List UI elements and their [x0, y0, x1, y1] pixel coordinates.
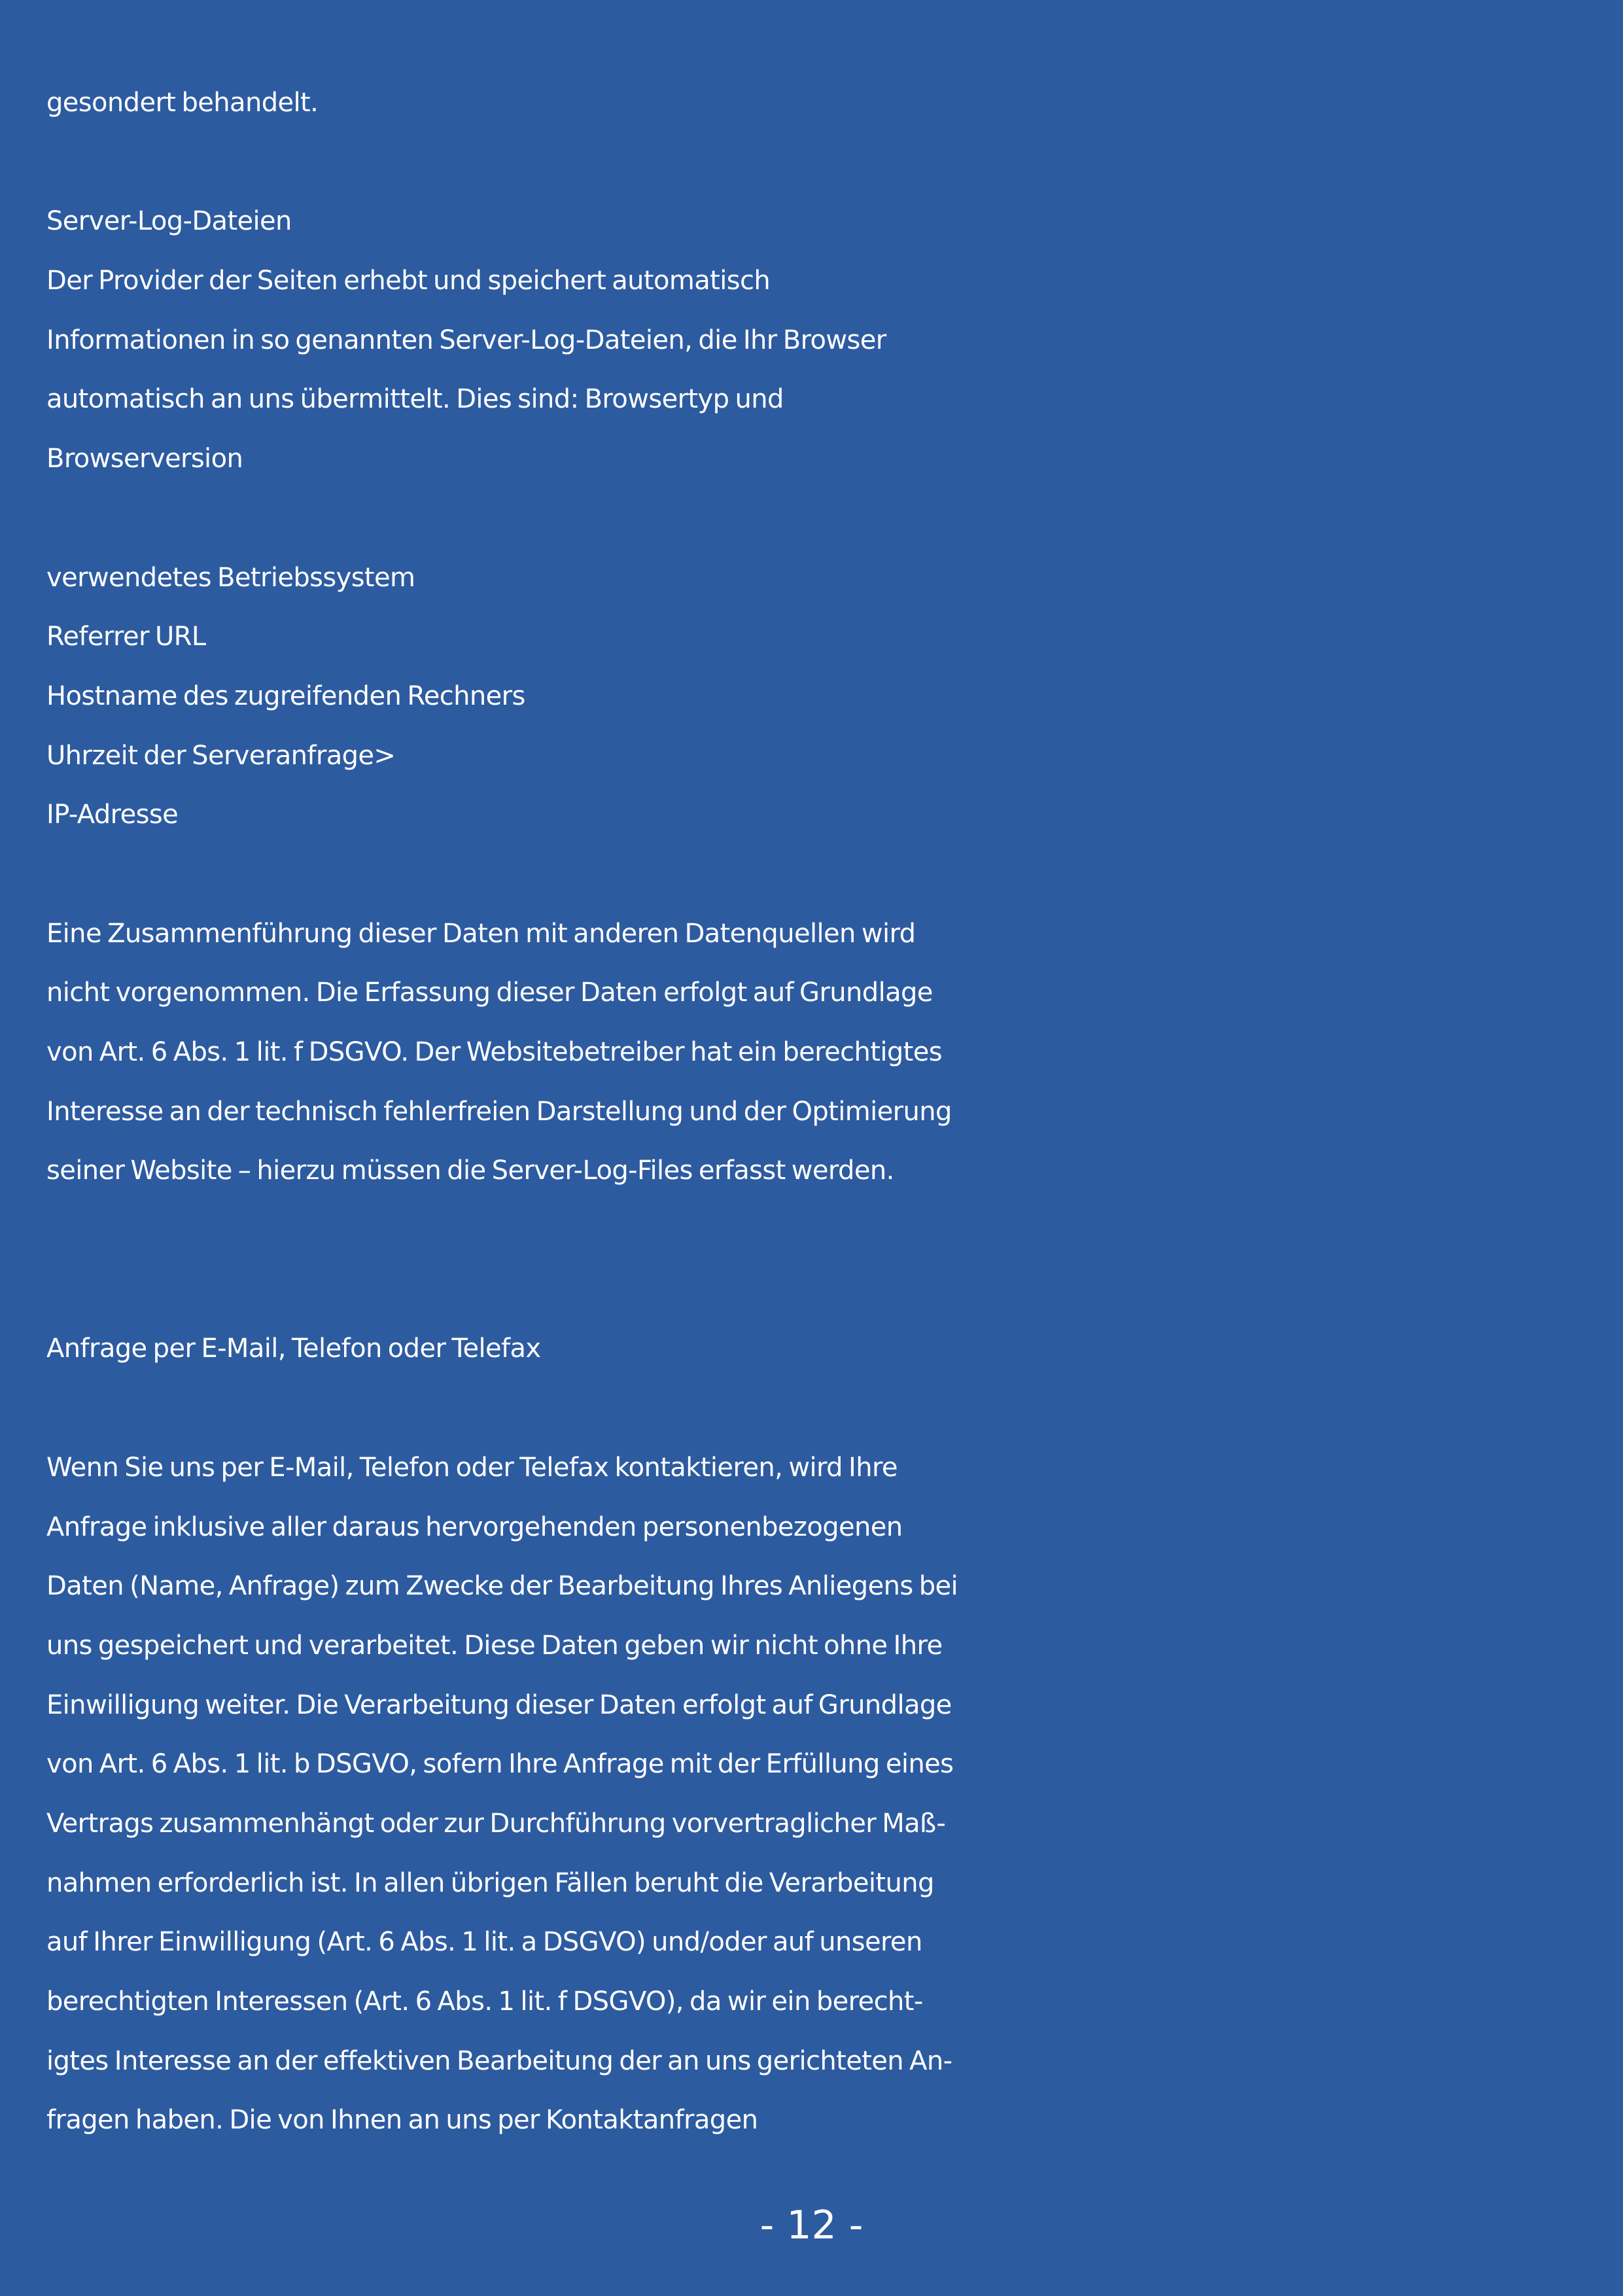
- text-line: Einwilligung weiter. Die Verarbeitung dieser Daten erfolgt auf Grundlage: [46, 1689, 952, 1720]
- text-line: igtes Interesse an der effektiven Bearbeitung der an uns gerichteten An-: [46, 2045, 952, 2076]
- text-line: Anfrage inklusive aller daraus hervorgehenden personenbezogenen: [46, 1511, 903, 1542]
- section-heading-server-logs: Server-Log-Dateien: [46, 206, 292, 237]
- blank-line: [46, 133, 1590, 192]
- list-item: Referrer URL: [46, 622, 206, 652]
- text-line: Vertrags zusammenhängt oder zur Durchführung vorvertraglicher Maß-: [46, 1808, 946, 1839]
- blank-line: [46, 1260, 1590, 1320]
- text-line: berechtigten Interessen (Art. 6 Abs. 1 lit. f DSGVO), da wir ein berecht-: [46, 1987, 923, 2017]
- list-item: Uhrzeit der Serveranfrage>: [46, 740, 396, 771]
- text-line: von Art. 6 Abs. 1 lit. b DSGVO, sofern Ihre Anfrage mit der Erfüllung eines: [46, 1749, 954, 1780]
- text-line: Informationen in so genannten Server-Log-Dateien, die Ihr Browser: [46, 325, 886, 355]
- page-number: - 12 -: [759, 2202, 864, 2248]
- text-line: Der Provider der Seiten erhebt und speichert automatisch: [46, 266, 771, 296]
- text-line: von Art. 6 Abs. 1 lit. f DSGVO. Der Websitebetreiber hat ein berechtigtes: [46, 1037, 943, 1067]
- blank-line: [46, 845, 1590, 904]
- text-line: seiner Website – hierzu müssen die Server-Log-Files erfasst werden.: [46, 1156, 894, 1186]
- text-line: fragen haben. Die von Ihnen an uns per Kontaktanfragen: [46, 2105, 758, 2136]
- text-line: uns gespeichert und verarbeitet. Diese Daten geben wir nicht ohne Ihre: [46, 1630, 943, 1661]
- text-line: gesondert behandelt.: [46, 88, 319, 118]
- document-body: [46, 73, 1590, 2150]
- text-line: Browserversion: [46, 444, 243, 474]
- text-line: Eine Zusammenführung dieser Daten mit anderen Datenquellen wird: [46, 918, 916, 949]
- text-line: Daten (Name, Anfrage) zum Zwecke der Bearbeitung Ihres Anliegens bei: [46, 1571, 958, 1602]
- text-line: auf Ihrer Einwilligung (Art. 6 Abs. 1 lit. a DSGVO) und/oder auf unseren: [46, 1927, 922, 1958]
- blank-line: [46, 1379, 1590, 1438]
- text-line: automatisch an uns übermittelt. Dies sind: Browsertyp und: [46, 384, 784, 415]
- text-line: nicht vorgenommen. Die Erfassung dieser Daten erfolgt auf Grundlage: [46, 978, 933, 1008]
- section-heading-contact-request: Anfrage per E-Mail, Telefon oder Telefax: [46, 1333, 541, 1364]
- blank-line: [46, 1201, 1590, 1260]
- blank-line: [46, 489, 1590, 548]
- text-line: Wenn Sie uns per E-Mail, Telefon oder Telefax kontaktieren, wird Ihre: [46, 1452, 898, 1483]
- list-item: Hostname des zugreifenden Rechners: [46, 680, 525, 711]
- text-line: nahmen erforderlich ist. In allen übrigen Fällen beruht die Verarbeitung: [46, 1867, 934, 1898]
- text-line: Interesse an der technisch fehlerfreien Darstellung und der Optimierung: [46, 1096, 952, 1127]
- list-item: verwendetes Betriebssystem: [46, 562, 415, 593]
- list-item: IP-Adresse: [46, 800, 179, 830]
